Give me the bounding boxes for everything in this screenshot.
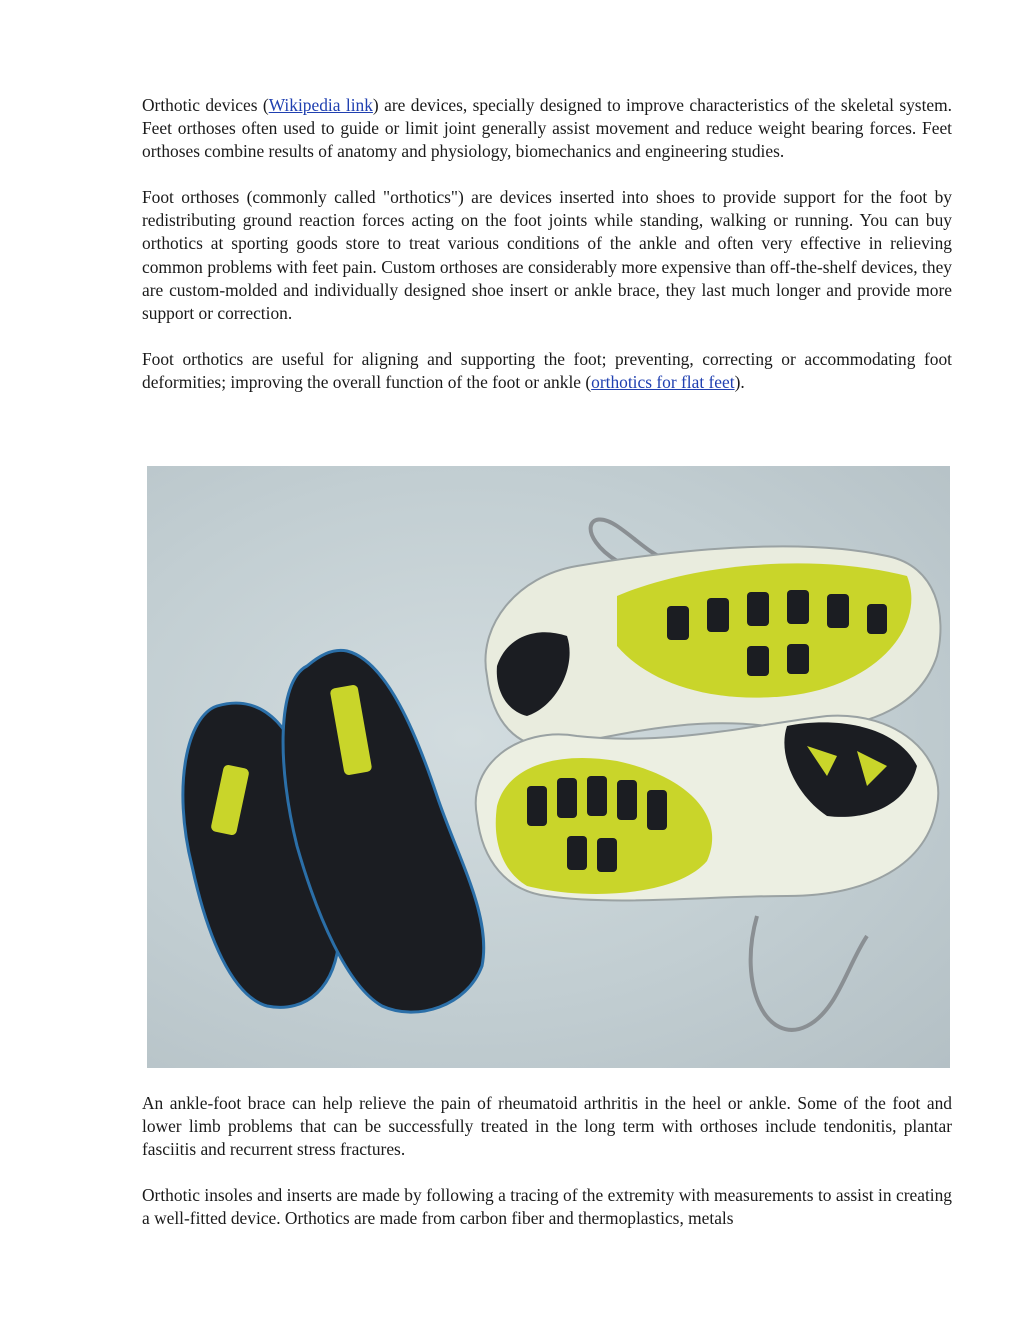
orthotics-flat-feet-link[interactable]: orthotics for flat feet (591, 371, 735, 392)
paragraph-ankle-foot-brace: An ankle-foot brace can help relieve the pain of rheumatoid arthritis in the heel or ankle. Some of the foot and lower limb problems that can be successfully treated in the long term with orthoses include tendonitis, plantar fasciitis and recurrent stress fractures. (142, 1093, 952, 1160)
insoles-and-shoes-photo (147, 466, 950, 1068)
paragraph-foot-orthoses: Foot orthoses (commonly called "orthotics") are devices inserted into shoes to provide support for the foot by redistributing ground reaction forces acting on the foot joints while standing, walking or running. You can buy orthotics at sporting goods store to treat various conditions of the ankle and often very effective in relieving common problems with feet pain. Custom orthoses are considerably more expensive than off-the-shelf devices, they are custom-molded and individually designed shoe insert or ankle brace, they last much longer and provide more support or correction. (142, 187, 952, 323)
article-body-continued (142, 1092, 952, 1230)
paragraph-text: Foot orthotics are useful for aligning and supporting the foot; preventing, correcting or accommodating foot deformities; improving the overall function of the foot or ankle ( (142, 348, 952, 392)
paragraph-text: ). (734, 371, 745, 392)
paragraph-orthotic-insoles: Orthotic insoles and inserts are made by following a tracing of the extremity with measurements to assist in creating a well-fitted device. Orthotics are made from carbon fiber and thermoplastics, metals (142, 1185, 952, 1229)
shoelace (751, 916, 867, 1030)
paragraph-text: ) are devices, specially designed to improve characteristics of the skeletal system. Feet orthoses often used to guide or limit joint generally assist movement and reduce weight bearing forces. Feet orthoses combine results of anatomy and physiology, biomechanics and engineering studies. (142, 95, 953, 162)
article-body (142, 94, 952, 394)
shoe-top (485, 546, 940, 746)
paragraph-foot-orthotics (142, 348, 952, 394)
paragraph-text: Orthotic devices ( (142, 95, 269, 115)
paragraph-orthotic-devices (142, 94, 952, 163)
shoe-bottom (476, 716, 939, 901)
wikipedia-link[interactable]: Wikipedia link (268, 95, 373, 115)
